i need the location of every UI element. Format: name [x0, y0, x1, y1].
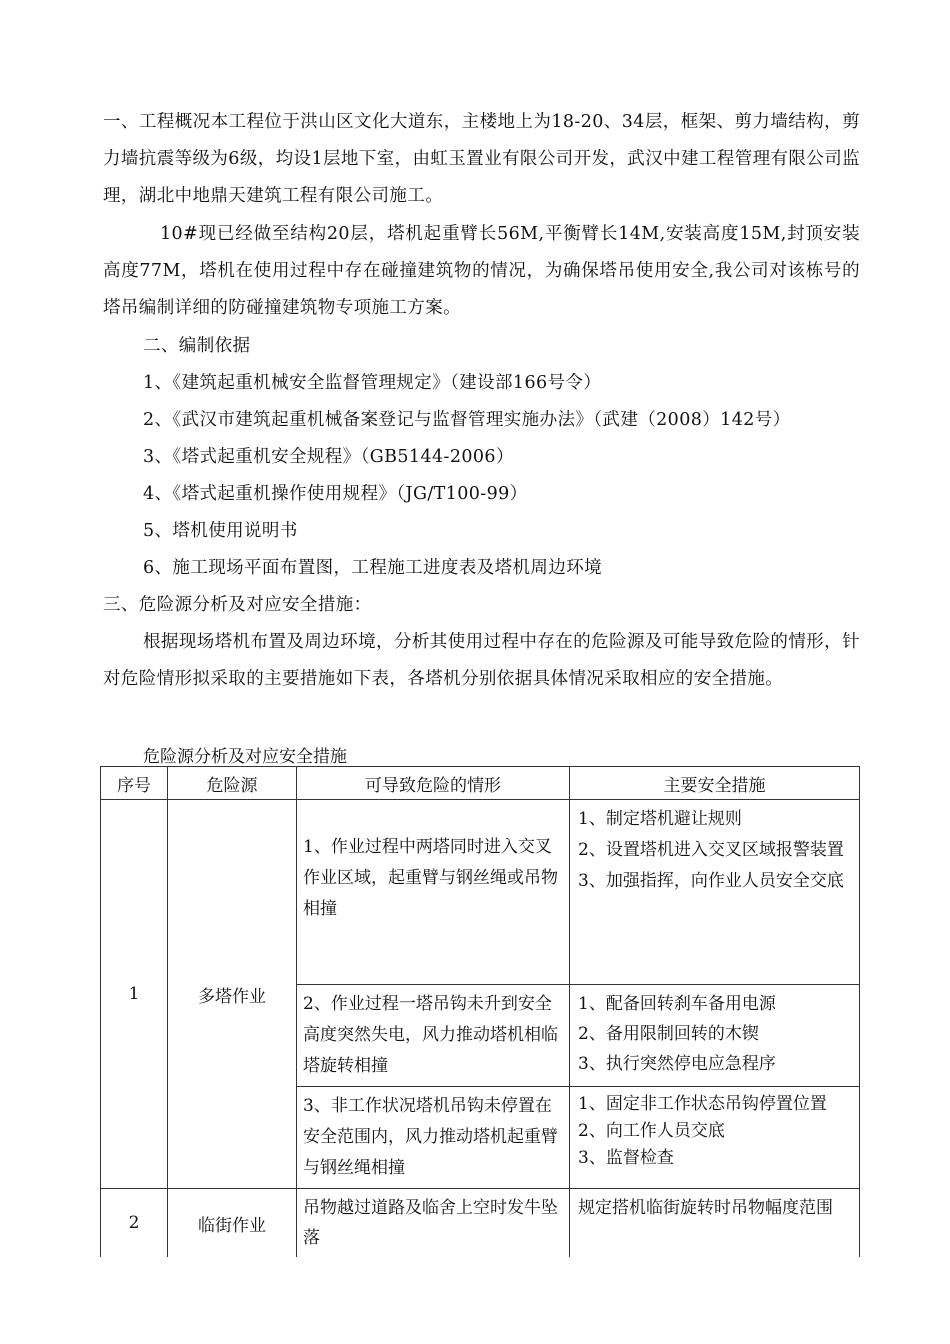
- row1-measures-2: [570, 985, 860, 1087]
- measure-line: 2、备用限制回转的木锲: [578, 1024, 759, 1044]
- tower-crane-status-paragraph: 10#现已经做至结构20层，塔机起重臂长56M,平衡臂长14M,安装高度15M,封顶安装高度77M，塔机在使用过程中存在碰撞建筑物的情况，为确保塔吊使用安全,我公司对该栋号的塔吊编制详细的防碰撞建筑物专项施工方案。: [103, 224, 860, 318]
- measure-line: 1、配备回转刹车备用电源: [578, 994, 776, 1014]
- hazard-table: [100, 766, 860, 1257]
- table-row: [101, 800, 860, 985]
- basis-item-1: 1、《建筑起重机械安全监督管理规定》（建设部166号令）: [143, 373, 602, 393]
- row2-situation: 吊物越过道路及临舍上空时发牛坠落: [297, 1189, 570, 1258]
- row1-measures-1: [570, 800, 860, 985]
- header-safety-measures: 主要安全措施: [570, 767, 860, 800]
- basis-item-2: 2、《武汉市建筑起重机械备案登记与监督管理实施办法》（武建（2008）142号）: [143, 410, 791, 430]
- header-danger-situation: 可导致危险的情形: [297, 767, 570, 800]
- measure-line: 3、执行突然停电应急程序: [578, 1054, 776, 1074]
- row2-source: 临街作业: [168, 1189, 297, 1258]
- row2-measures: 规定搭机临街旋转时吊物幅度范围: [570, 1189, 860, 1258]
- row1-situation-1: 1、作业过程中两塔同时进入交叉作业区域，起重臂与钢丝绳或吊物相撞: [297, 800, 570, 985]
- measure-line: 1、制定塔机避让规则: [578, 809, 742, 829]
- row1-situation-2: 2、作业过程一塔吊钩未升到安全高度突然失电，风力推动塔机相临塔旋转相撞: [297, 985, 570, 1087]
- row1-measures-3: [570, 1087, 860, 1189]
- header-number: 序号: [101, 767, 168, 800]
- measure-line: 2、向工作人员交底: [578, 1121, 725, 1141]
- header-hazard-source: 危险源: [168, 767, 297, 800]
- section-3-heading: 三、危险源分析及对应安全措施：: [103, 595, 372, 615]
- measure-line: 2、设置塔机进入交叉区域报警装置: [578, 840, 844, 860]
- measures-clip: [578, 1087, 851, 1172]
- table-header-row: [101, 767, 860, 800]
- measure-line: 1、固定非工作状态吊钩停置位置: [578, 1094, 827, 1114]
- section-2-heading: 二、编制依据: [143, 336, 251, 356]
- row2-number: 2: [101, 1189, 168, 1258]
- section-1-overview: 一、工程概况本工程位于洪山区文化大道东，主楼地上为18-20、34层，框架、剪力墙结构，剪力墙抗震等级为6级，均设1层地下室，由虹玉置业有限公司开发，武汉中建工程管理有限公司监理，湖北中地鼎天建筑工程有限公司施工。: [103, 112, 860, 206]
- measure-line: 3、监督检查: [578, 1148, 674, 1168]
- row1-number: 1: [101, 800, 168, 1189]
- table-row: [101, 1189, 860, 1258]
- basis-item-3: 3、《塔式起重机安全规程》（GB5144-2006）: [143, 447, 514, 467]
- basis-item-5: 5、塔机使用说明书: [143, 521, 298, 541]
- row1-situation-3: 3、非工作状况塔机吊钩未停置在安全范围内，风力推动塔机起重臂与钢丝绳相撞: [297, 1087, 570, 1189]
- hazard-analysis-paragraph: 根据现场塔机布置及周边环境，分析其使用过程中存在的危险源及可能导致危险的情形，针对危险情形拟采取的主要措施如下表，各塔机分别依据具体情况采取相应的安全措施。: [103, 632, 860, 689]
- basis-item-4: 4、《塔式起重机操作使用规程》（JG/T100-99）: [143, 484, 528, 504]
- table-caption: 危险源分析及对应安全措施: [143, 747, 347, 767]
- basis-item-6: 6、施工现场平面布置图，工程施工进度表及塔机周边环境: [143, 558, 603, 578]
- row1-source: 多塔作业: [168, 800, 297, 1189]
- measure-line: 3、加强指挥，向作业人员安全交底: [578, 871, 844, 891]
